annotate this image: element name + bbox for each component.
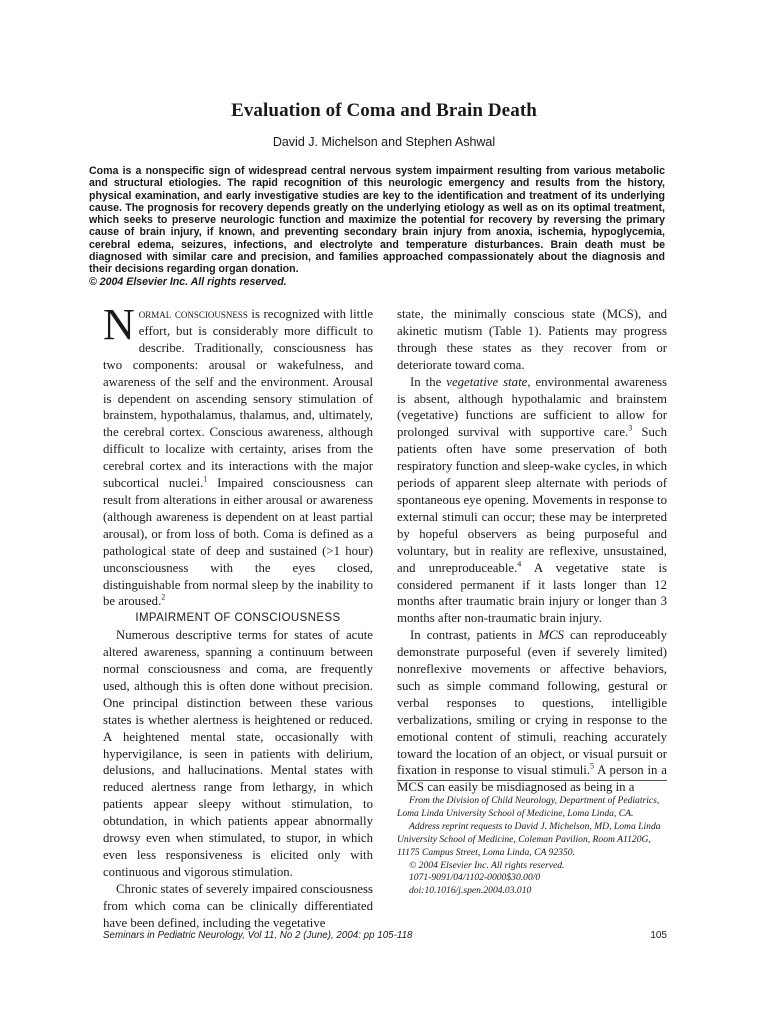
term-emphasis: MCS — [538, 628, 564, 643]
left-column — [103, 300, 373, 932]
body-paragraph: Chronic states of severely impaired consciousness from which coma can be clinically differentiated have been defined, including the vegetative — [103, 881, 373, 930]
article-title: Evaluation of Coma and Brain Death — [231, 100, 537, 121]
mcs-paragraph — [397, 627, 667, 796]
ref-2: 2 — [161, 593, 166, 603]
footnote-divider — [397, 780, 667, 781]
journal-citation: Seminars in Pediatric Neurology, Vol 11, No 2 (June), 2004: pp 105-118 — [103, 930, 413, 941]
body-paragraph: Numerous descriptive terms for states of acute altered awareness, spanning a continuum between normal consciousness and coma, are frequently used, although this is often done without precision. One principal distinction between these various states is whether alertness is heightened or reduced. A heightened mental state, occasionally with hypervigilance, is seen in patients with delirium, delusions, and hallucinations. Mental states with reduced alertness range from lethargy, in which patients appear sleepy without stimulation, to obtundation, in which patients appear abnormally drowsy even when stimulated, to stupor, in which even less responsiveness is elicited only with continuous and vigorous stimulation. — [103, 628, 373, 879]
lead-in-smallcaps: ormal consciousness — [138, 307, 248, 321]
abstract — [89, 165, 665, 288]
intro-text-a: is recognized with little effort, but is considerably more difficult to describe. Traditionally, consciousness has two components: arousal or wakefulness, and awareness of the self and the environment. Arousal is dependent on ascending sensory stimulation of brainstem, hypothalamus, thalamus, and, ultimately, the cerebral cortex. Conscious awareness, although difficult to localize with certainty, arises from the cerebral cortex and its interactions with the major subcortical nuclei. — [103, 307, 373, 491]
ref-4: 4 — [517, 559, 522, 569]
ref-5: 5 — [590, 762, 595, 772]
footnote-block — [397, 795, 667, 898]
ref-1: 1 — [203, 474, 208, 484]
text-run: Such patients often have some preservation of both respiratory function and sleep-wake cycles, in which periods of apparent sleep alternate with periods of spontaneous eye opening. Movements in response to external stimuli can occur; these may be interpreted by hopeful observers as being purposeful and voluntary, but in reality are reflexive, unsustained, and unreproduceable. — [397, 425, 667, 575]
body-paragraph: state, the minimally conscious state (MCS), and akinetic mutism (Table 1). Patients may progress through these states as they recover from or deteriorate toward coma. — [397, 307, 667, 372]
term-emphasis: vegetative state — [446, 374, 528, 389]
intro-text-b: Impaired consciousness can result from alterations in either arousal or awareness (although awareness is dependent on at least partial arousal), or from loss of both. Coma is defined as a pathological state of deep and sustained (>1 hour) unconsciousness with the eyes closed, distinguishable from normal sleep by the inability to be aroused. — [103, 476, 373, 609]
affiliation-note: From the Division of Child Neurology, Department of Pediatrics, Loma Linda University School of Medicine, Loma Linda, CA. — [397, 795, 660, 819]
drop-cap: N — [103, 300, 135, 349]
doi-note: doi:10.1016/j.spen.2004.03.010 — [409, 885, 532, 897]
text-run: A vegetative state is considered permanent if it lasts longer than 12 months after traumatic brain injury or longer than 3 months after non-traumatic brain injury. — [397, 560, 667, 626]
page-number: 105 — [650, 930, 667, 941]
text-run: In contrast, patients in — [410, 628, 539, 643]
abstract-text: Coma is a nonspecific sign of widespread central nervous system impairment resulting from various metabolic and structural etiologies. The rapid recognition of this neurologic emergency and results from the history, physical examination, and early investigative studies are key to the identification and treatment of its underlying cause. The prognosis for recovery depends greatly on the underlying etiology as well as on its optimal treatment, which seeks to preserve neurologic function and maximize the potential for recovery by reversing the primary cause of brain injury, if known, and preventing secondary brain injury from anoxia, ischemia, hypoglycemia, cerebral edema, seizures, infections, and electrolyte and temperature disturbances. Brain death must be diagnosed with similar care and precision, and families approached compassionately about the diagnosis and their decisions regarding organ donation. — [89, 165, 665, 276]
intro-paragraph — [103, 300, 373, 610]
section-heading: IMPAIRMENT OF CONSCIOUSNESS — [135, 612, 341, 625]
text-run: In the — [410, 374, 447, 389]
vegetative-state-paragraph — [397, 374, 667, 628]
author-list: David J. Michelson and Stephen Ashwal — [272, 135, 496, 149]
copyright-note: © 2004 Elsevier Inc. All rights reserved. — [409, 859, 565, 871]
ref-3: 3 — [628, 424, 633, 434]
text-run: can reproduceably demonstrate purposeful (even if severely limited) nonreflexive movements or affective behaviors, such as simple command following, gestural or verbal responses to questions, intelligible verbalizations, smiling or crying in response to the emotional content of stimuli, reaching accurately toward the location of an object, or visual pursuit or fixation in response to visual stimuli. — [397, 628, 667, 778]
address-note: Address reprint requests to David J. Michelson, MD, Loma Linda University School of Medicine, Coleman Pavilion, Room A1120G, 11175 Campus Street, Loma Linda, CA 92350. — [397, 820, 661, 858]
text-run: A person in a MCS can easily be misdiagnosed as being in a — [397, 763, 667, 795]
right-column — [397, 306, 667, 796]
text-run: , environmental awareness is absent, although hypothalamic and brainstem (vegetative) functions are sufficient to allow for prolonged survival with supportive care. — [397, 374, 667, 440]
abstract-copyright: © 2004 Elsevier Inc. All rights reserved. — [89, 275, 287, 288]
issn-note: 1071-9091/04/1102-0000$30.00/0 — [409, 872, 541, 884]
